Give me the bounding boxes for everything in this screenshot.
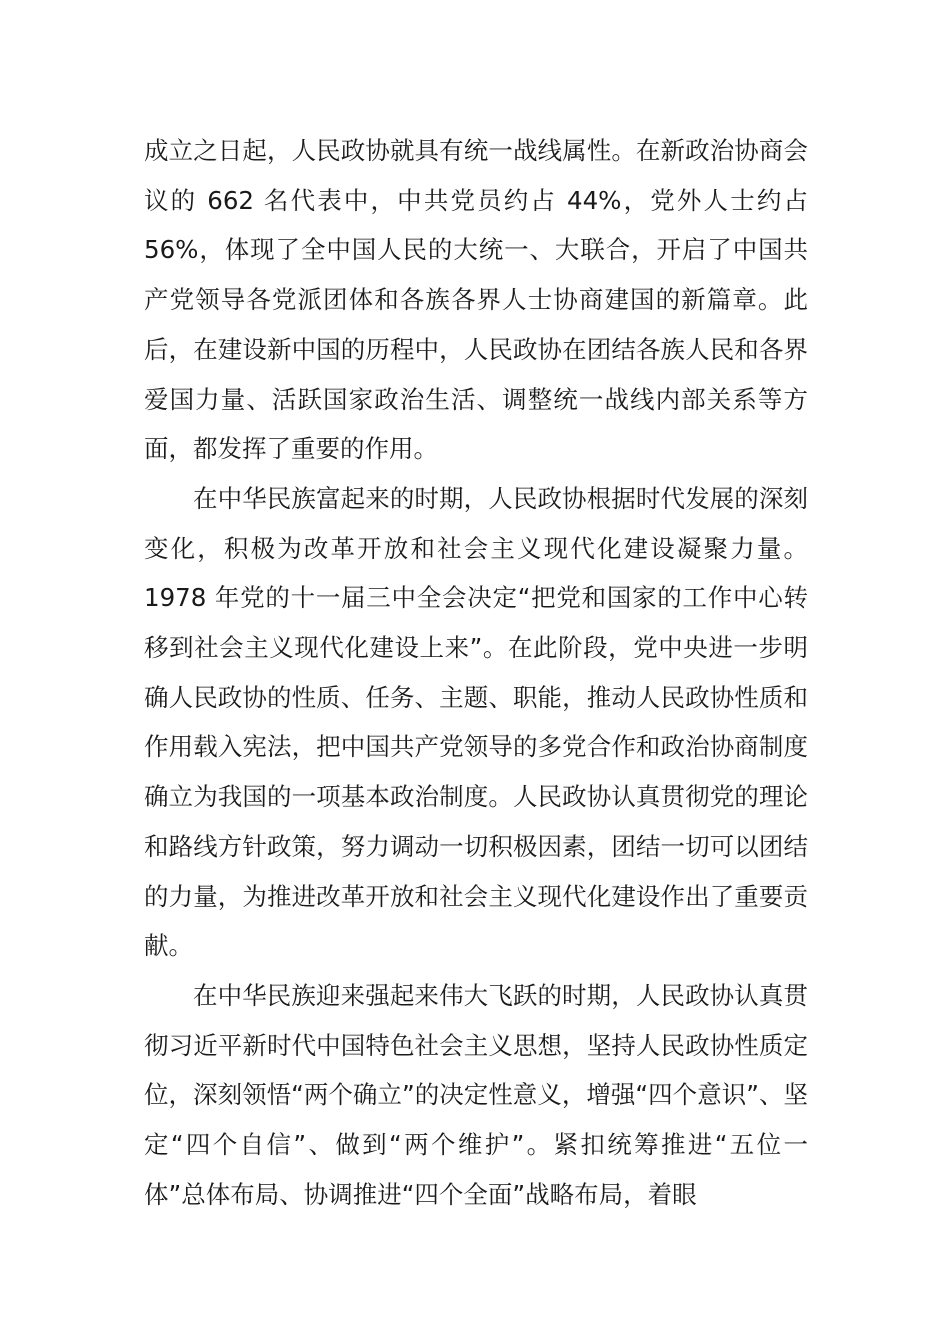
paragraph-continued: 成立之日起，人民政协就具有统一战线属性。在新政治协商会议的 662 名代表中，中共党员约占 44%，党外人士约占 56%，体现了全中国人民的大统一、大联合，开启了中国共产党领导各党派团体和各族各界人士协商建国的新篇章。此后，在建设新中国的历程中，人民政协在团结各族人民和各界爱国力量、活跃国家政治生活、调整统一战线内部关系等方面，都发挥了重要的作用。 xyxy=(144,136,808,464)
document-body xyxy=(144,126,808,1219)
paragraph-reform-era: 在中华民族富起来的时期，人民政协根据时代发展的深刻变化，积极为改革开放和社会主义现代化建设凝聚力量。1978 年党的十一届三中全会决定“把党和国家的工作中心转移到社会主义现代化建设上来”。在此阶段，党中央进一步明确人民政协的性质、任务、主题、职能，推动人民政协性质和作用载入宪法，把中国共产党领导的多党合作和政治协商制度确立为我国的一项基本政治制度。人民政协认真贯彻党的理论和路线方针政策，努力调动一切积极因素，团结一切可以团结的力量，为推进改革开放和社会主义现代化建设作出了重要贡献。 xyxy=(144,483,808,961)
paragraph-new-era: 在中华民族迎来强起来伟大飞跃的时期，人民政协认真贯彻习近平新时代中国特色社会主义思想，坚持人民政协性质定位，深刻领悟“两个确立”的决定性意义，增强“四个意识”、坚定“四个自信”、做到“两个维护”。紧扣统筹推进“五位一体”总体布局、协调推进“四个全面”战略布局，着眼 xyxy=(144,980,808,1209)
